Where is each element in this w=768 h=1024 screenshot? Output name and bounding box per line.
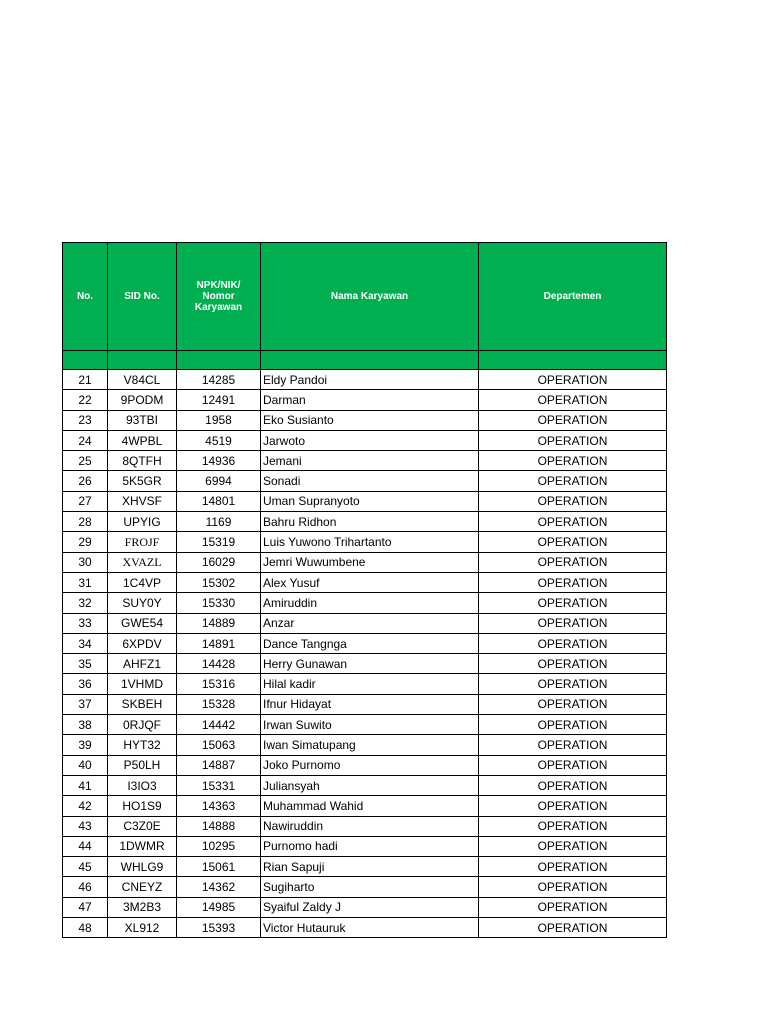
cell-nama: Juliansyah	[261, 775, 479, 795]
cell-nama: Uman Supranyoto	[261, 491, 479, 511]
table-row	[63, 775, 667, 795]
cell-departemen: OPERATION	[479, 836, 667, 856]
header-npk	[177, 243, 261, 351]
header-row	[63, 243, 667, 351]
cell-nama: Darman	[261, 390, 479, 410]
cell-nama: Ifnur Hidayat	[261, 694, 479, 714]
cell-npk: 14363	[177, 796, 261, 816]
cell-no: 32	[63, 593, 108, 613]
cell-npk: 14891	[177, 633, 261, 653]
cell-departemen: OPERATION	[479, 735, 667, 755]
cell-sid: UPYIG	[108, 512, 177, 532]
cell-nama: Muhammad Wahid	[261, 796, 479, 816]
header-npk-line3: Karyawan	[194, 302, 243, 313]
table-row	[63, 836, 667, 856]
cell-no: 48	[63, 918, 108, 938]
cell-nama: Iwan Simatupang	[261, 735, 479, 755]
table-row	[63, 430, 667, 450]
cell-nama: Eldy Pandoi	[261, 370, 479, 390]
table-row	[63, 491, 667, 511]
spacer-cell	[63, 351, 108, 370]
cell-nama: Eko Susianto	[261, 410, 479, 430]
cell-departemen: OPERATION	[479, 654, 667, 674]
cell-departemen: OPERATION	[479, 715, 667, 735]
cell-sid: FROJF	[108, 532, 177, 552]
table-row	[63, 796, 667, 816]
cell-nama: Purnomo hadi	[261, 836, 479, 856]
cell-npk: 6994	[177, 471, 261, 491]
cell-nama: Jarwoto	[261, 430, 479, 450]
table-row	[63, 593, 667, 613]
cell-departemen: OPERATION	[479, 370, 667, 390]
cell-sid: 8QTFH	[108, 451, 177, 471]
cell-npk: 14985	[177, 897, 261, 917]
cell-no: 41	[63, 775, 108, 795]
cell-departemen: OPERATION	[479, 512, 667, 532]
table-row	[63, 552, 667, 572]
cell-sid: SUY0Y	[108, 593, 177, 613]
table-row	[63, 897, 667, 917]
header-sid: SID No.	[108, 243, 177, 351]
cell-npk: 14428	[177, 654, 261, 674]
cell-departemen: OPERATION	[479, 633, 667, 653]
cell-departemen: OPERATION	[479, 694, 667, 714]
cell-sid: 0RJQF	[108, 715, 177, 735]
table-row	[63, 674, 667, 694]
cell-nama: Sonadi	[261, 471, 479, 491]
cell-nama: Alex Yusuf	[261, 572, 479, 592]
cell-npk: 14888	[177, 816, 261, 836]
cell-sid: P50LH	[108, 755, 177, 775]
cell-sid: 1C4VP	[108, 572, 177, 592]
cell-nama: Syaiful Zaldy J	[261, 897, 479, 917]
cell-departemen: OPERATION	[479, 552, 667, 572]
cell-no: 27	[63, 491, 108, 511]
cell-departemen: OPERATION	[479, 410, 667, 430]
table-row	[63, 572, 667, 592]
cell-no: 45	[63, 857, 108, 877]
cell-departemen: OPERATION	[479, 796, 667, 816]
table-row	[63, 877, 667, 897]
table-row	[63, 715, 667, 735]
employee-table	[62, 242, 667, 938]
cell-no: 46	[63, 877, 108, 897]
cell-no: 44	[63, 836, 108, 856]
cell-sid: 3M2B3	[108, 897, 177, 917]
cell-npk: 15393	[177, 918, 261, 938]
cell-npk: 14889	[177, 613, 261, 633]
cell-departemen: OPERATION	[479, 430, 667, 450]
cell-nama: Irwan Suwito	[261, 715, 479, 735]
cell-npk: 15061	[177, 857, 261, 877]
cell-sid: CNEYZ	[108, 877, 177, 897]
cell-nama: Nawiruddin	[261, 816, 479, 836]
cell-no: 35	[63, 654, 108, 674]
cell-departemen: OPERATION	[479, 390, 667, 410]
table-row	[63, 532, 667, 552]
cell-nama: Anzar	[261, 613, 479, 633]
cell-sid: GWE54	[108, 613, 177, 633]
cell-no: 43	[63, 816, 108, 836]
table-row	[63, 613, 667, 633]
table-row	[63, 512, 667, 532]
cell-departemen: OPERATION	[479, 471, 667, 491]
cell-no: 47	[63, 897, 108, 917]
cell-npk: 1169	[177, 512, 261, 532]
cell-departemen: OPERATION	[479, 451, 667, 471]
cell-sid: AHFZ1	[108, 654, 177, 674]
cell-departemen: OPERATION	[479, 857, 667, 877]
cell-no: 25	[63, 451, 108, 471]
cell-departemen: OPERATION	[479, 918, 667, 938]
cell-no: 37	[63, 694, 108, 714]
cell-nama: Victor Hutauruk	[261, 918, 479, 938]
cell-sid: I3IO3	[108, 775, 177, 795]
cell-npk: 15328	[177, 694, 261, 714]
cell-npk: 16029	[177, 552, 261, 572]
table-body	[63, 370, 667, 938]
spacer-cell	[479, 351, 667, 370]
cell-sid: SKBEH	[108, 694, 177, 714]
cell-npk: 1958	[177, 410, 261, 430]
cell-nama: Bahru Ridhon	[261, 512, 479, 532]
cell-no: 34	[63, 633, 108, 653]
spacer-cell	[261, 351, 479, 370]
cell-npk: 14936	[177, 451, 261, 471]
table-row	[63, 735, 667, 755]
header-npk-line2: Nomor	[202, 291, 235, 302]
cell-no: 31	[63, 572, 108, 592]
cell-no: 38	[63, 715, 108, 735]
cell-npk: 15330	[177, 593, 261, 613]
header-no: No.	[63, 243, 108, 351]
cell-npk: 14887	[177, 755, 261, 775]
cell-sid: XL912	[108, 918, 177, 938]
cell-no: 22	[63, 390, 108, 410]
cell-departemen: OPERATION	[479, 674, 667, 694]
cell-sid: 5K5GR	[108, 471, 177, 491]
cell-no: 24	[63, 430, 108, 450]
cell-sid: HO1S9	[108, 796, 177, 816]
cell-npk: 12491	[177, 390, 261, 410]
cell-sid: 1DWMR	[108, 836, 177, 856]
cell-no: 23	[63, 410, 108, 430]
header-departemen: Departemen	[479, 243, 667, 351]
cell-sid: XHVSF	[108, 491, 177, 511]
cell-departemen: OPERATION	[479, 755, 667, 775]
cell-sid: 4WPBL	[108, 430, 177, 450]
cell-npk: 10295	[177, 836, 261, 856]
cell-no: 36	[63, 674, 108, 694]
cell-sid: WHLG9	[108, 857, 177, 877]
cell-npk: 14285	[177, 370, 261, 390]
cell-departemen: OPERATION	[479, 572, 667, 592]
table-row	[63, 654, 667, 674]
cell-npk: 15319	[177, 532, 261, 552]
table-row	[63, 451, 667, 471]
table-row	[63, 816, 667, 836]
cell-npk: 4519	[177, 430, 261, 450]
cell-npk: 14362	[177, 877, 261, 897]
cell-sid: XVAZL	[108, 552, 177, 572]
cell-departemen: OPERATION	[479, 613, 667, 633]
table-row	[63, 755, 667, 775]
table-row	[63, 390, 667, 410]
cell-sid: 9PODM	[108, 390, 177, 410]
cell-nama: Hilal kadir	[261, 674, 479, 694]
cell-nama: Amiruddin	[261, 593, 479, 613]
table-row	[63, 918, 667, 938]
table-row	[63, 410, 667, 430]
spacer-cell	[108, 351, 177, 370]
cell-no: 21	[63, 370, 108, 390]
cell-no: 30	[63, 552, 108, 572]
cell-nama: Jemani	[261, 451, 479, 471]
cell-departemen: OPERATION	[479, 816, 667, 836]
table-row	[63, 857, 667, 877]
cell-sid: 93TBI	[108, 410, 177, 430]
cell-npk: 14442	[177, 715, 261, 735]
table-row	[63, 471, 667, 491]
cell-nama: Jemri Wuwumbene	[261, 552, 479, 572]
cell-npk: 15302	[177, 572, 261, 592]
cell-nama: Rian Sapuji	[261, 857, 479, 877]
table-row	[63, 633, 667, 653]
cell-departemen: OPERATION	[479, 877, 667, 897]
cell-sid: 1VHMD	[108, 674, 177, 694]
table-row	[63, 694, 667, 714]
cell-npk: 15316	[177, 674, 261, 694]
cell-sid: HYT32	[108, 735, 177, 755]
cell-no: 28	[63, 512, 108, 532]
cell-nama: Herry Gunawan	[261, 654, 479, 674]
cell-npk: 15331	[177, 775, 261, 795]
cell-sid: C3Z0E	[108, 816, 177, 836]
cell-nama: Dance Tangnga	[261, 633, 479, 653]
cell-nama: Joko Purnomo	[261, 755, 479, 775]
cell-nama: Sugiharto	[261, 877, 479, 897]
cell-no: 42	[63, 796, 108, 816]
cell-npk: 15063	[177, 735, 261, 755]
cell-departemen: OPERATION	[479, 897, 667, 917]
cell-sid: 6XPDV	[108, 633, 177, 653]
cell-sid: V84CL	[108, 370, 177, 390]
cell-departemen: OPERATION	[479, 532, 667, 552]
cell-no: 26	[63, 471, 108, 491]
spacer-cell	[177, 351, 261, 370]
cell-no: 39	[63, 735, 108, 755]
cell-nama: Luis Yuwono Trihartanto	[261, 532, 479, 552]
header-spacer-row	[63, 351, 667, 370]
cell-departemen: OPERATION	[479, 593, 667, 613]
cell-npk: 14801	[177, 491, 261, 511]
cell-departemen: OPERATION	[479, 775, 667, 795]
cell-no: 29	[63, 532, 108, 552]
table-row	[63, 370, 667, 390]
cell-departemen: OPERATION	[479, 491, 667, 511]
cell-no: 40	[63, 755, 108, 775]
header-nama: Nama Karyawan	[261, 243, 479, 351]
cell-no: 33	[63, 613, 108, 633]
header-npk-line1: NPK/NIK/	[196, 280, 241, 291]
